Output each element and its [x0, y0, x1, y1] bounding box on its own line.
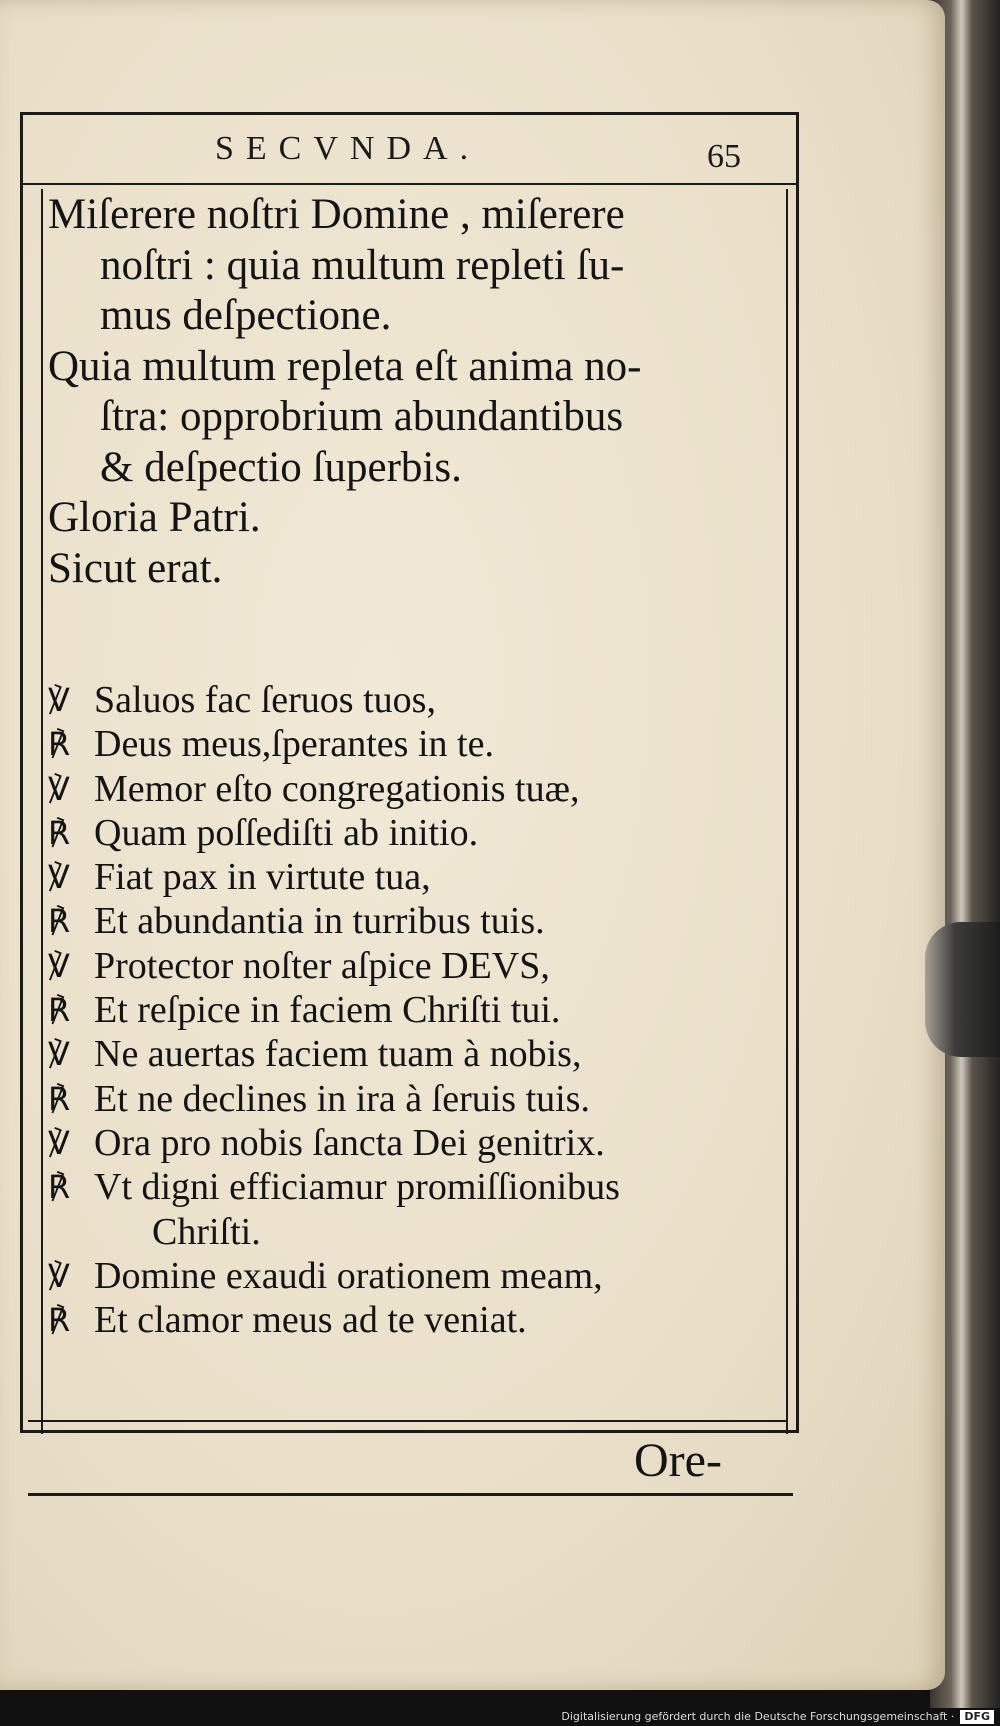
footer-rule [28, 1493, 793, 1496]
response-text: Vt digni efficiamur promiſſionibus [94, 1166, 620, 1209]
response-symbol: ℟ [48, 1080, 70, 1117]
versicle-symbol: ℣ [48, 859, 70, 896]
versicle-row [48, 678, 768, 722]
response-symbol: ℟ [48, 1302, 70, 1339]
bottom-rule [28, 1420, 787, 1422]
versicle-row [48, 1298, 768, 1342]
psalm-line: ſtra: opprobrium abundantibus [100, 393, 624, 440]
catchword: Ore- [634, 1434, 722, 1487]
versicle-text: Ora pro nobis ſancta Dei genitrix. [94, 1121, 605, 1164]
psalm-line: Sicut erat. [48, 544, 223, 592]
versicle-symbol: ℣ [48, 947, 70, 984]
footer-text: Digitalisierung gefördert durch die Deutsche Forschungsgemeinschaft · [561, 1710, 955, 1723]
versicle-symbol: ℣ [48, 1124, 70, 1161]
psalm-line: mus deſpectione. [100, 292, 392, 339]
versicle-row [48, 944, 768, 988]
versicle-text: Saluos fac ſeruos tuos, [94, 679, 436, 721]
versicle-row [48, 1121, 768, 1165]
response-symbol: ℟ [48, 992, 70, 1029]
versicle-row [48, 1165, 768, 1209]
response-symbol: ℟ [48, 726, 70, 763]
response-symbol: ℟ [48, 903, 70, 940]
versicle-row [48, 1032, 768, 1076]
page-number: 65 [707, 138, 741, 175]
response-symbol: ℟ [48, 814, 70, 851]
psalm-line: noſtri : quia multum repleti ſu- [100, 241, 625, 289]
response-text: Et clamor meus ad te veniat. [94, 1299, 527, 1342]
versicle-text: Fiat pax in virtute tua, [94, 856, 431, 899]
response-text: Et ne declines in ira à ſeruis tuis. [94, 1077, 590, 1120]
versicle-symbol: ℣ [48, 1036, 70, 1073]
versicle-text: Domine exaudi orationem meam, [94, 1254, 603, 1297]
response-text: Chriſti. [152, 1210, 261, 1253]
psalm-line: & deſpectio ſuperbis. [100, 443, 462, 491]
dfg-logo: DFG [960, 1710, 994, 1724]
versicle-row [48, 1254, 768, 1298]
versicle-row [48, 722, 768, 766]
versicle-symbol: ℣ [48, 1257, 70, 1294]
psalm-line: Quia multum repleta eſt anima no- [48, 342, 642, 390]
response-symbol: ℟ [48, 1169, 70, 1206]
versicle-row [48, 899, 768, 943]
versicle-symbol: ℣ [48, 770, 70, 807]
header-rule [20, 183, 799, 185]
response-text: Deus meus,ſperantes in te. [94, 723, 494, 766]
psalm-line: Miſerere noſtri Domine , miſerere [48, 191, 625, 238]
book-tab [925, 922, 1000, 1057]
versicle-text: Protector noſter aſpice DEVS, [94, 944, 550, 987]
running-head: SECVNDA. [215, 130, 481, 167]
versicles-list [48, 678, 768, 1342]
versicle-row [48, 988, 768, 1032]
footer-bar [0, 1708, 1000, 1726]
psalm-line: Gloria Patri. [48, 494, 261, 541]
versicle-row [48, 811, 768, 855]
response-text: Et abundantia in turribus tuis. [94, 900, 545, 943]
versicle-continuation [48, 1210, 768, 1254]
versicle-symbol: ℣ [48, 682, 70, 718]
versicle-text: Ne auertas faciem tuam à nobis, [94, 1033, 582, 1076]
response-text: Et reſpice in faciem Chriſti tui. [94, 989, 561, 1032]
response-text: Quam poſſediſti ab initio. [94, 811, 479, 854]
versicle-row [48, 855, 768, 899]
versicle-row [48, 767, 768, 811]
versicle-text: Memor eſto congregationis tuæ, [94, 767, 580, 810]
psalm-text [48, 190, 778, 594]
versicle-row [48, 1077, 768, 1121]
